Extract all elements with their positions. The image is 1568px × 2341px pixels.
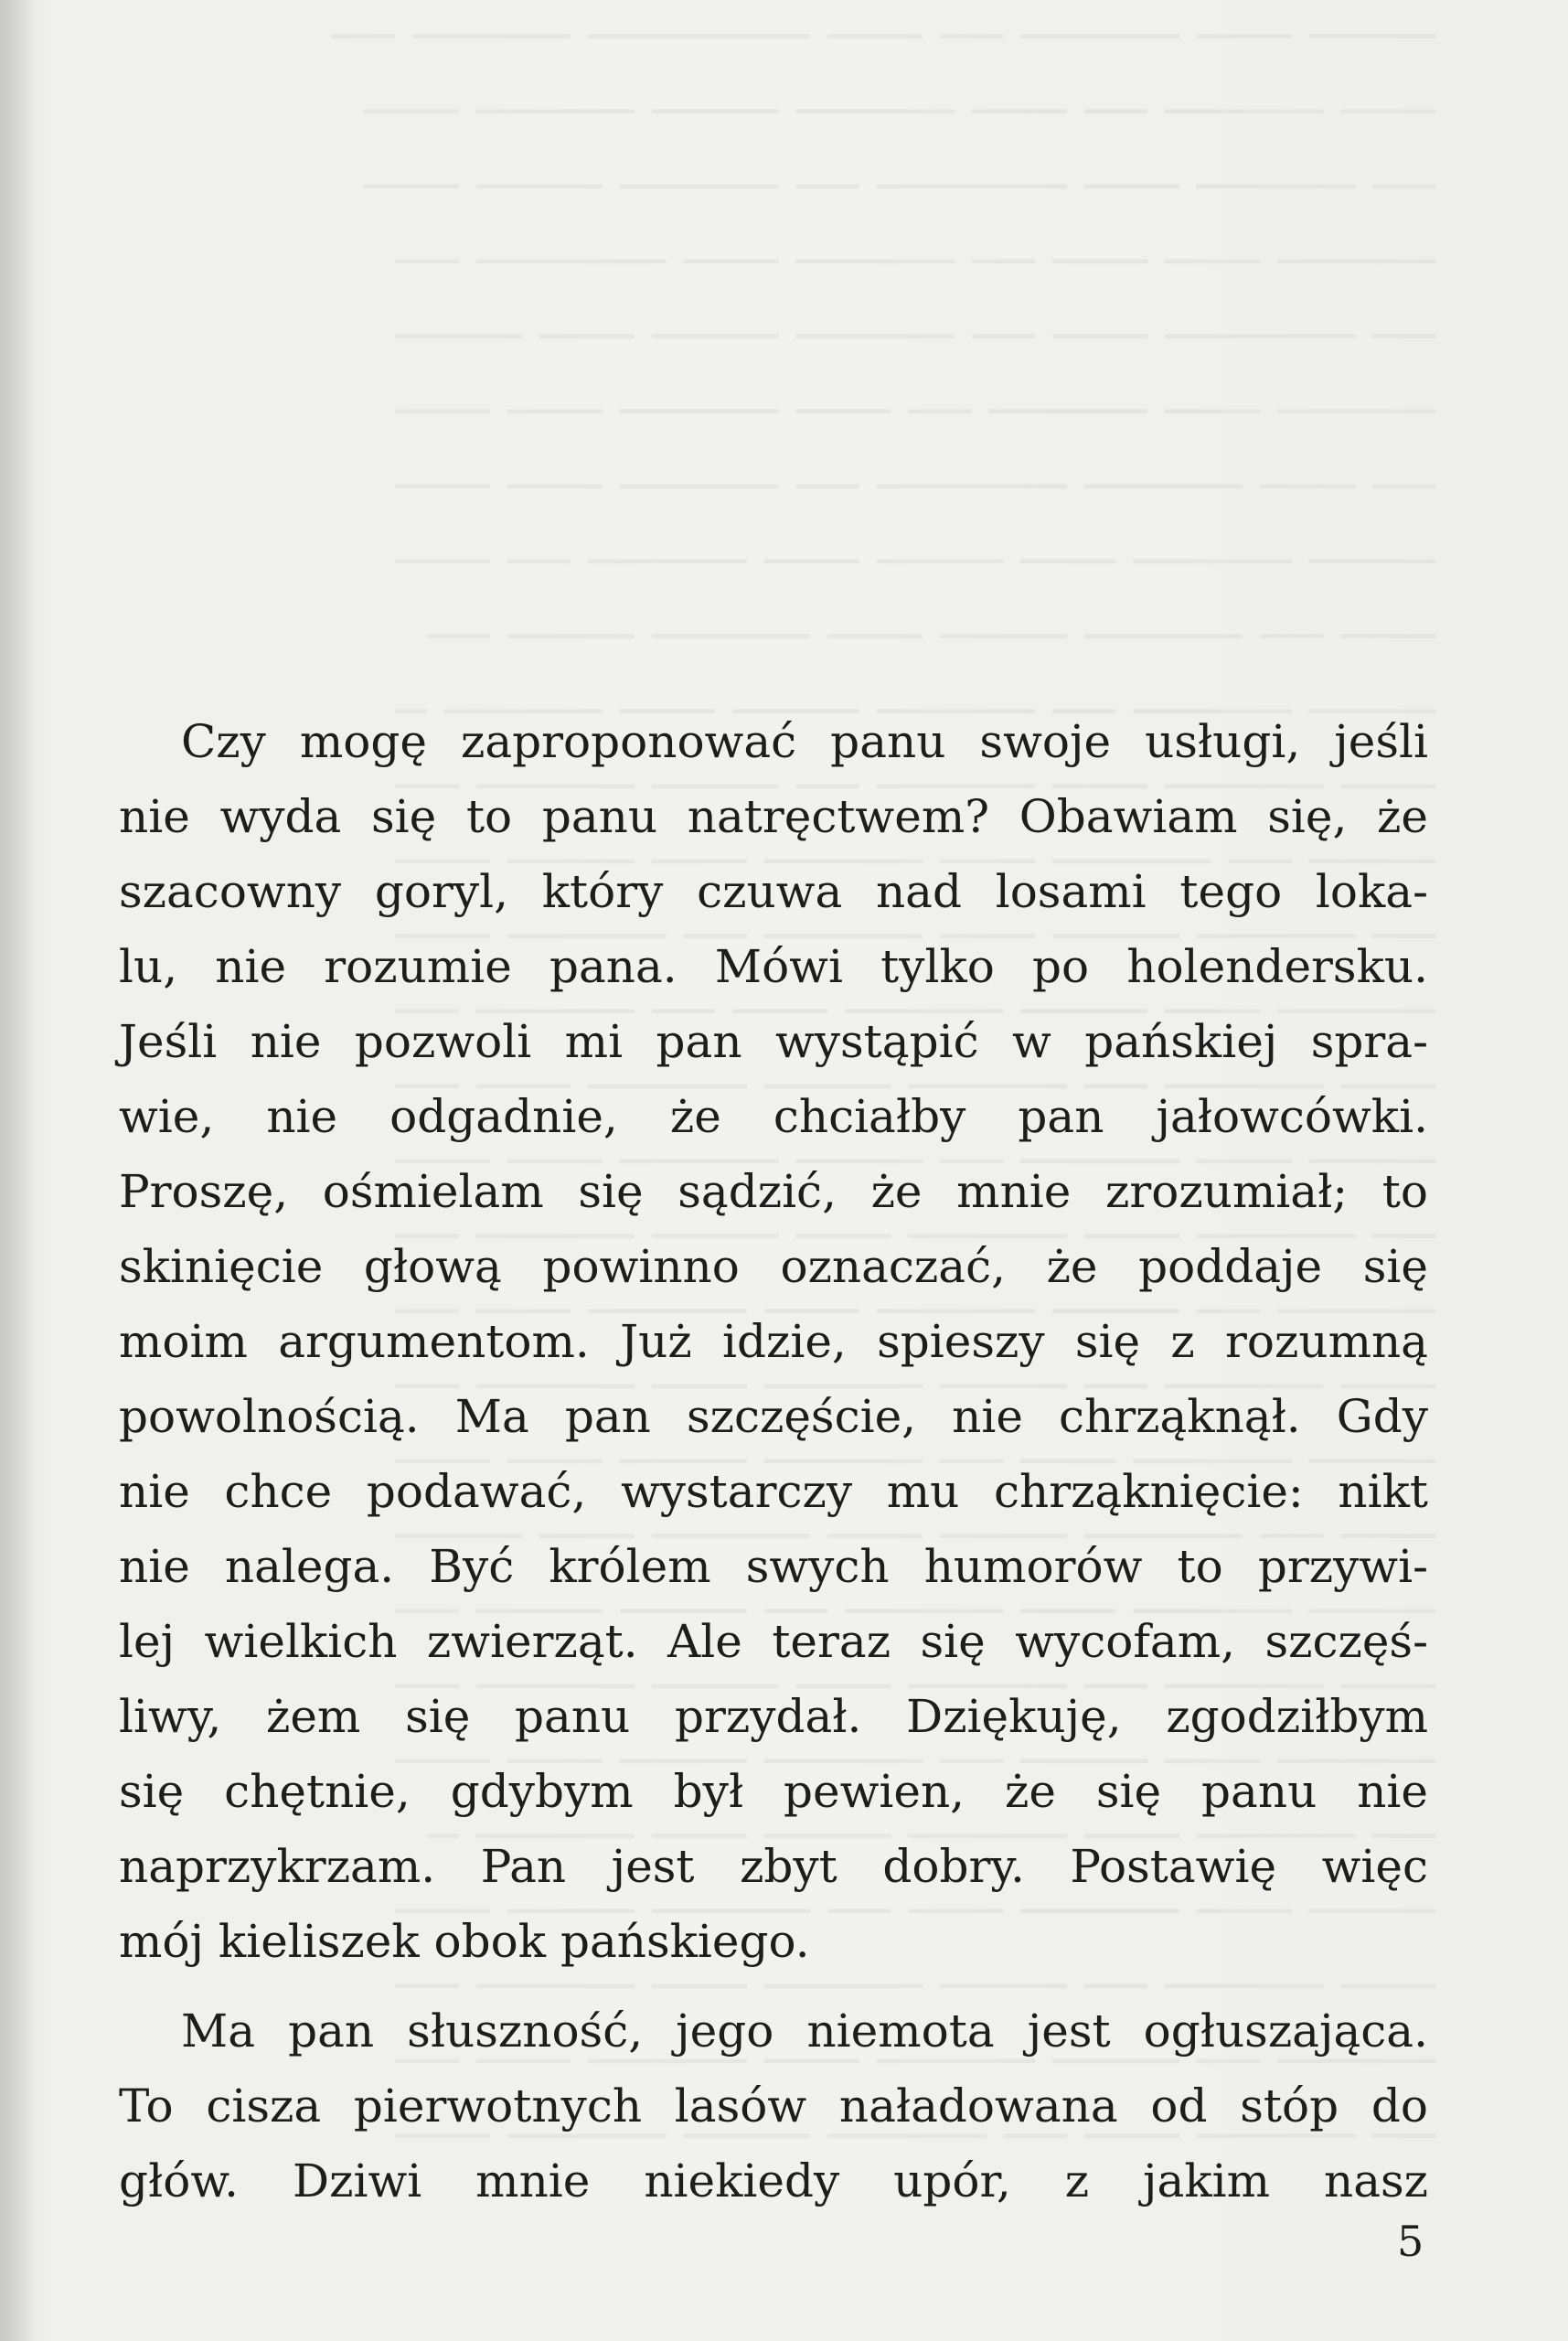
text-line: powolnością. Ma pan szczęście, nie chrząknął. Gdy — [119, 1390, 1428, 1443]
text-line: liwy, żem się panu przydał. Dziękuję, zgodziłbym — [119, 1690, 1428, 1743]
text-line: lu, nie rozumie pana. Mówi tylko po holendersku. — [119, 940, 1428, 993]
text-line: szacowny goryl, który czuwa nad losami tego loka- — [119, 865, 1428, 918]
paragraph-1 — [119, 704, 1428, 1979]
text-line: Ma pan słuszność, jego niemota jest ogłuszająca. — [181, 2004, 1428, 2058]
text-line: skinięcie głową powinno oznaczać, że poddaje się — [119, 1240, 1428, 1293]
paragraph-2 — [119, 1994, 1428, 2218]
text-line: Czy mogę zaproponować panu swoje usługi, jeśli — [181, 715, 1428, 768]
text-line: nie wyda się to panu natręctwem? Obawiam się, że — [119, 790, 1428, 843]
text-line: się chętnie, gdybym był pewien, że się panu nie — [119, 1765, 1428, 1818]
text-line: nie nalega. Być królem swych humorów to przywi- — [119, 1540, 1428, 1593]
text-line: wie, nie odgadnie, że chciałby pan jałowcówki. — [119, 1090, 1428, 1143]
text-line: To cisza pierwotnych lasów naładowana od stóp do — [119, 2079, 1428, 2133]
text-line: lej wielkich zwierząt. Ale teraz się wycofam, szczęś- — [119, 1615, 1428, 1668]
text-line: nie chce podawać, wystarczy mu chrząknięcie: nikt — [119, 1465, 1428, 1518]
spine-shadow — [0, 0, 35, 2341]
text-line: moim argumentom. Już idzie, spieszy się z rozumną — [119, 1315, 1428, 1368]
paragraph-spacer — [119, 1979, 1428, 1994]
text-line: Jeśli nie pozwoli mi pan wystąpić w pańskiej spra- — [119, 1015, 1428, 1068]
text-line: głów. Dziwi mnie niekiedy upór, z jakim nasz — [119, 2154, 1428, 2207]
page-number: 5 — [1397, 2217, 1424, 2266]
text-line: mój kieliszek obok pańskiego. — [119, 1915, 810, 1968]
body-text — [119, 704, 1428, 2218]
text-line: naprzykrzam. Pan jest zbyt dobry. Postawię więc — [119, 1840, 1428, 1893]
text-line: Proszę, ośmielam się sądzić, że mnie zrozumiał; to — [119, 1165, 1428, 1218]
